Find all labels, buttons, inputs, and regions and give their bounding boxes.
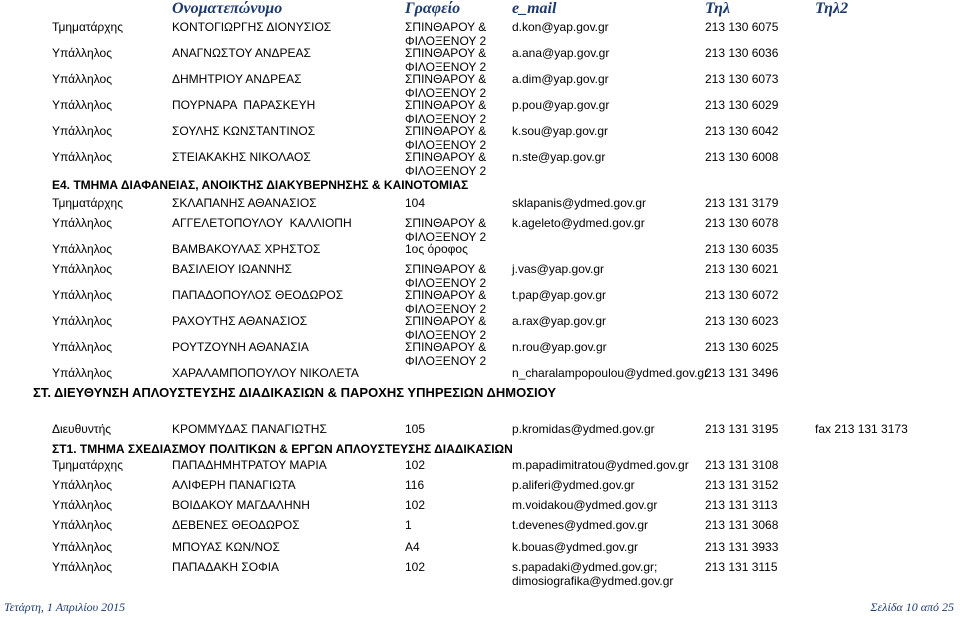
row-email: k.ageleto@ydmed.gov.gr xyxy=(512,216,645,230)
row-name: ΜΠΟΥΑΣ ΚΩΝ/ΝΟΣ xyxy=(172,540,280,554)
row-phone: 213 130 6042 xyxy=(705,124,779,138)
row-email: t.pap@yap.gov.gr xyxy=(512,288,607,302)
row-office-line2: ΦΙΛΟΞΕΝΟΥ 2 xyxy=(405,86,487,100)
row-role: Υπάλληλος xyxy=(52,46,112,60)
row-office-line1: 1 xyxy=(405,518,412,532)
row-role: Υπάλληλος xyxy=(52,262,112,276)
row-name: ΑΓΓΕΛΕΤΟΠΟΥΛΟΥ ΚΑΛΛΙΟΠΗ xyxy=(172,216,352,230)
row-email: s.papadaki@ydmed.gov.gr; xyxy=(512,560,658,574)
row-office-line1: ΣΠΙΝΘΑΡΟΥ & xyxy=(405,288,487,302)
row-office-line1: ΣΠΙΝΘΑΡΟΥ & xyxy=(405,314,487,328)
row-phone: 213 130 6029 xyxy=(705,98,779,112)
row-role: Υπάλληλος xyxy=(52,124,112,138)
row-role: Υπάλληλος xyxy=(52,560,112,574)
row-role: Τμηματάρχης xyxy=(52,196,123,210)
row-role: Υπάλληλος xyxy=(52,498,112,512)
row-role: Υπάλληλος xyxy=(52,150,112,164)
row-phone: 213 130 6008 xyxy=(705,150,779,164)
row-role: Υπάλληλος xyxy=(52,216,112,230)
row-phone: 213 131 3496 xyxy=(705,366,779,380)
row-phone: 213 131 3195 xyxy=(705,422,779,436)
row-email: a.dim@yap.gov.gr xyxy=(512,72,609,86)
row-phone: 213 130 6021 xyxy=(705,262,779,276)
row-email: d.kon@yap.gov.gr xyxy=(512,20,609,34)
row-name: ΚΡΟΜΜΥΔΑΣ ΠΑΝΑΓΙΩΤΗΣ xyxy=(172,422,327,436)
row-email-line2: dimosiografika@ydmed.gov.gr xyxy=(512,574,674,588)
row-phone: 213 131 3115 xyxy=(705,560,778,574)
row-name: ΒΑΣΙΛΕΙΟΥ ΙΩΑΝΝΗΣ xyxy=(172,262,292,276)
row-role: Τμηματάρχης xyxy=(52,458,123,472)
row-office-line1: ΣΠΙΝΘΑΡΟΥ & xyxy=(405,98,487,112)
row-role: Υπάλληλος xyxy=(52,288,112,302)
row-office-line1: 102 xyxy=(405,498,426,512)
row-phone: 213 131 3113 xyxy=(705,498,778,512)
row-role: Υπάλληλος xyxy=(52,518,112,532)
row-office-line1: 102 xyxy=(405,560,426,574)
row-email: n_charalampopoulou@ydmed.gov.gr xyxy=(512,366,709,380)
row-office-line1: ΣΠΙΝΘΑΡΟΥ & xyxy=(405,340,487,354)
footer-page-number: Σελίδα 10 από 25 xyxy=(870,600,954,614)
row-name: ΣΟΥΛΗΣ ΚΩΝΣΤΑΝΤΙΝΟΣ xyxy=(172,124,316,138)
header-col-office: Γραφείο xyxy=(405,0,461,17)
section-heading-st: ΣΤ. ΔΙΕΥΘΥΝΣΗ ΑΠΛΟΥΣΤΕΥΣΗΣ ΔΙΑΔΙΚΑΣΙΩΝ & ΠΑΡΟΧΗΣ ΥΠΗΡΕΣΙΩΝ ΔΗΜΟΣΙΟΥ xyxy=(33,385,557,400)
row-email: t.devenes@ydmed.gov.gr xyxy=(512,518,649,532)
row-phone: 213 131 3108 xyxy=(705,458,779,472)
row-office-line1: 102 xyxy=(405,458,426,472)
row-office-line1: ΣΠΙΝΘΑΡΟΥ & xyxy=(405,216,487,230)
section-heading-e4: Ε4. ΤΜΗΜΑ ΔΙΑΦΑΝΕΙΑΣ, ΑΝΟΙΚΤΗΣ ΔΙΑΚΥΒΕΡΝΗΣΗΣ & ΚΑΙΝΟΤΟΜΙΑΣ xyxy=(52,178,469,192)
row-role: Τμηματάρχης xyxy=(52,20,123,34)
row-office-line1: 1ος όροφος xyxy=(405,242,468,256)
row-name: ΔΕΒΕΝΕΣ ΘΕΟΔΩΡΟΣ xyxy=(172,518,300,532)
header-col-name: Ονοματεπώνυμο xyxy=(172,0,283,17)
row-role: Υπάλληλος xyxy=(52,366,112,380)
row-email: n.ste@yap.gov.gr xyxy=(512,150,606,164)
row-office-line2: ΦΙΛΟΞΕΝΟΥ 2 xyxy=(405,276,487,290)
row-name: ΡΟΥΤΖΟΥΝΗ ΑΘΑΝΑΣΙΑ xyxy=(172,340,309,354)
row-email: m.voidakou@ydmed.gov.gr xyxy=(512,498,658,512)
row-office-line1: ΣΠΙΝΘΑΡΟΥ & xyxy=(405,72,487,86)
row-office-line2: ΦΙΛΟΞΕΝΟΥ 2 xyxy=(405,60,487,74)
row-email: k.sou@yap.gov.gr xyxy=(512,124,609,138)
row-email: sklapanis@ydmed.gov.gr xyxy=(512,196,647,210)
row-office-line1: ΣΠΙΝΘΑΡΟΥ & xyxy=(405,150,487,164)
row-role: Υπάλληλος xyxy=(52,540,112,554)
row-office-line2: ΦΙΛΟΞΕΝΟΥ 2 xyxy=(405,112,487,126)
row-role: Υπάλληλος xyxy=(52,478,112,492)
section-heading-st1: ΣΤ1. ΤΜΗΜΑ ΣΧΕΔΙΑΣΜΟΥ ΠΟΛΙΤΙΚΩΝ & ΕΡΓΩΝ ΑΠΛΟΥΣΤΕΥΣΗΣ ΔΙΑΔΙΚΑΣΙΩΝ xyxy=(52,442,513,456)
row-office-line2: ΦΙΛΟΞΕΝΟΥ 2 xyxy=(405,302,487,316)
row-role: Διευθυντής xyxy=(52,422,112,436)
row-office-line1: Α4 xyxy=(405,540,420,554)
row-name: ΧΑΡΑΛΑΜΠΟΠΟΥΛΟΥ ΝΙΚΟΛΕΤΑ xyxy=(172,366,359,380)
row-phone: 213 130 6073 xyxy=(705,72,779,86)
row-name: ΑΝΑΓΝΩΣΤΟΥ ΑΝΔΡΕΑΣ xyxy=(172,46,311,60)
row-name: ΠΑΠΑΔΗΜΗΤΡΑΤΟΥ ΜΑΡΙΑ xyxy=(172,458,327,472)
row-name: ΡΑΧΟΥΤΗΣ ΑΘΑΝΑΣΙΟΣ xyxy=(172,314,308,328)
header-col-email: e_mail xyxy=(512,0,557,17)
row-name: ΣΤΕΙΑΚΑΚΗΣ ΝΙΚΟΛΑΟΣ xyxy=(172,150,311,164)
row-name: ΣΚΛΑΠΑΝΗΣ ΑΘΑΝΑΣΙΟΣ xyxy=(172,196,317,210)
row-phone: 213 130 6075 xyxy=(705,20,779,34)
row-phone: 213 130 6023 xyxy=(705,314,779,328)
row-email: p.aliferi@ydmed.gov.gr xyxy=(512,478,635,492)
row-email: a.rax@yap.gov.gr xyxy=(512,314,607,328)
row-office-line1: 105 xyxy=(405,422,426,436)
row-office-line2: ΦΙΛΟΞΕΝΟΥ 2 xyxy=(405,354,487,368)
row-name: ΒΑΜΒΑΚΟΥΛΑΣ ΧΡΗΣΤΟΣ xyxy=(172,242,321,256)
row-phone: 213 130 6036 xyxy=(705,46,779,60)
row-office-line2: ΦΙΛΟΞΕΝΟΥ 2 xyxy=(405,138,487,152)
row-email: n.rou@yap.gov.gr xyxy=(512,340,607,354)
row-office-line2: ΦΙΛΟΞΕΝΟΥ 2 xyxy=(405,34,487,48)
row-role: Υπάλληλος xyxy=(52,72,112,86)
row-email: j.vas@yap.gov.gr xyxy=(512,262,604,276)
row-phone: 213 130 6072 xyxy=(705,288,779,302)
row-phone: 213 131 3179 xyxy=(705,196,779,210)
row-phone: 213 131 3933 xyxy=(705,540,779,554)
row-role: Υπάλληλος xyxy=(52,340,112,354)
row-email: p.pou@yap.gov.gr xyxy=(512,98,610,112)
header-col-phone2: Τηλ2 xyxy=(815,0,849,17)
row-office-line2: ΦΙΛΟΞΕΝΟΥ 2 xyxy=(405,164,487,178)
row-email: k.bouas@ydmed.gov.gr xyxy=(512,540,639,554)
row-name: ΠΑΠΑΔΟΠΟΥΛΟΣ ΘΕΟΔΩΡΟΣ xyxy=(172,288,344,302)
row-email: m.papadimitratou@ydmed.gov.gr xyxy=(512,458,689,472)
row-office-line2: ΦΙΛΟΞΕΝΟΥ 2 xyxy=(405,230,487,244)
row-email: a.ana@yap.gov.gr xyxy=(512,46,610,60)
row-phone: 213 131 3068 xyxy=(705,518,779,532)
row-office-line1: ΣΠΙΝΘΑΡΟΥ & xyxy=(405,124,487,138)
footer-date: Τετάρτη, 1 Απριλίου 2015 xyxy=(4,600,126,614)
row-role: Υπάλληλος xyxy=(52,314,112,328)
row-role: Υπάλληλος xyxy=(52,242,112,256)
row-name: ΚΟΝΤΟΓΙΩΡΓΗΣ ΔΙΟΝΥΣΙΟΣ xyxy=(172,20,332,34)
header-col-phone: Τηλ xyxy=(705,0,731,17)
row-office-line1: 104 xyxy=(405,196,426,210)
row-office-line2: ΦΙΛΟΞΕΝΟΥ 2 xyxy=(405,328,487,342)
row-phone: 213 130 6035 xyxy=(705,242,779,256)
row-phone: 213 130 6078 xyxy=(705,216,779,230)
row-email: p.kromidas@ydmed.gov.gr xyxy=(512,422,655,436)
row-name: ΒΟΙΔΑΚΟΥ ΜΑΓΔΑΛΗΝΗ xyxy=(172,498,310,512)
row-name: ΑΛΙΦΕΡΗ ΠΑΝΑΓΙΩΤΑ xyxy=(172,478,296,492)
row-office-line1: 116 xyxy=(405,478,425,492)
row-phone2: fax 213 131 3173 xyxy=(815,422,908,436)
row-office-line1: ΣΠΙΝΘΑΡΟΥ & xyxy=(405,46,487,60)
row-name: ΠΟΥΡΝΑΡΑ ΠΑΡΑΣΚΕΥΗ xyxy=(172,98,316,112)
row-phone: 213 131 3152 xyxy=(705,478,779,492)
row-office-line1: ΣΠΙΝΘΑΡΟΥ & xyxy=(405,20,487,34)
row-phone: 213 130 6025 xyxy=(705,340,779,354)
row-role: Υπάλληλος xyxy=(52,98,112,112)
row-name: ΠΑΠΑΔΑΚΗ ΣΟΦΙΑ xyxy=(172,560,280,574)
row-office-line1: ΣΠΙΝΘΑΡΟΥ & xyxy=(405,262,487,276)
row-name: ΔΗΜΗΤΡΙΟΥ ΑΝΔΡΕΑΣ xyxy=(172,72,302,86)
